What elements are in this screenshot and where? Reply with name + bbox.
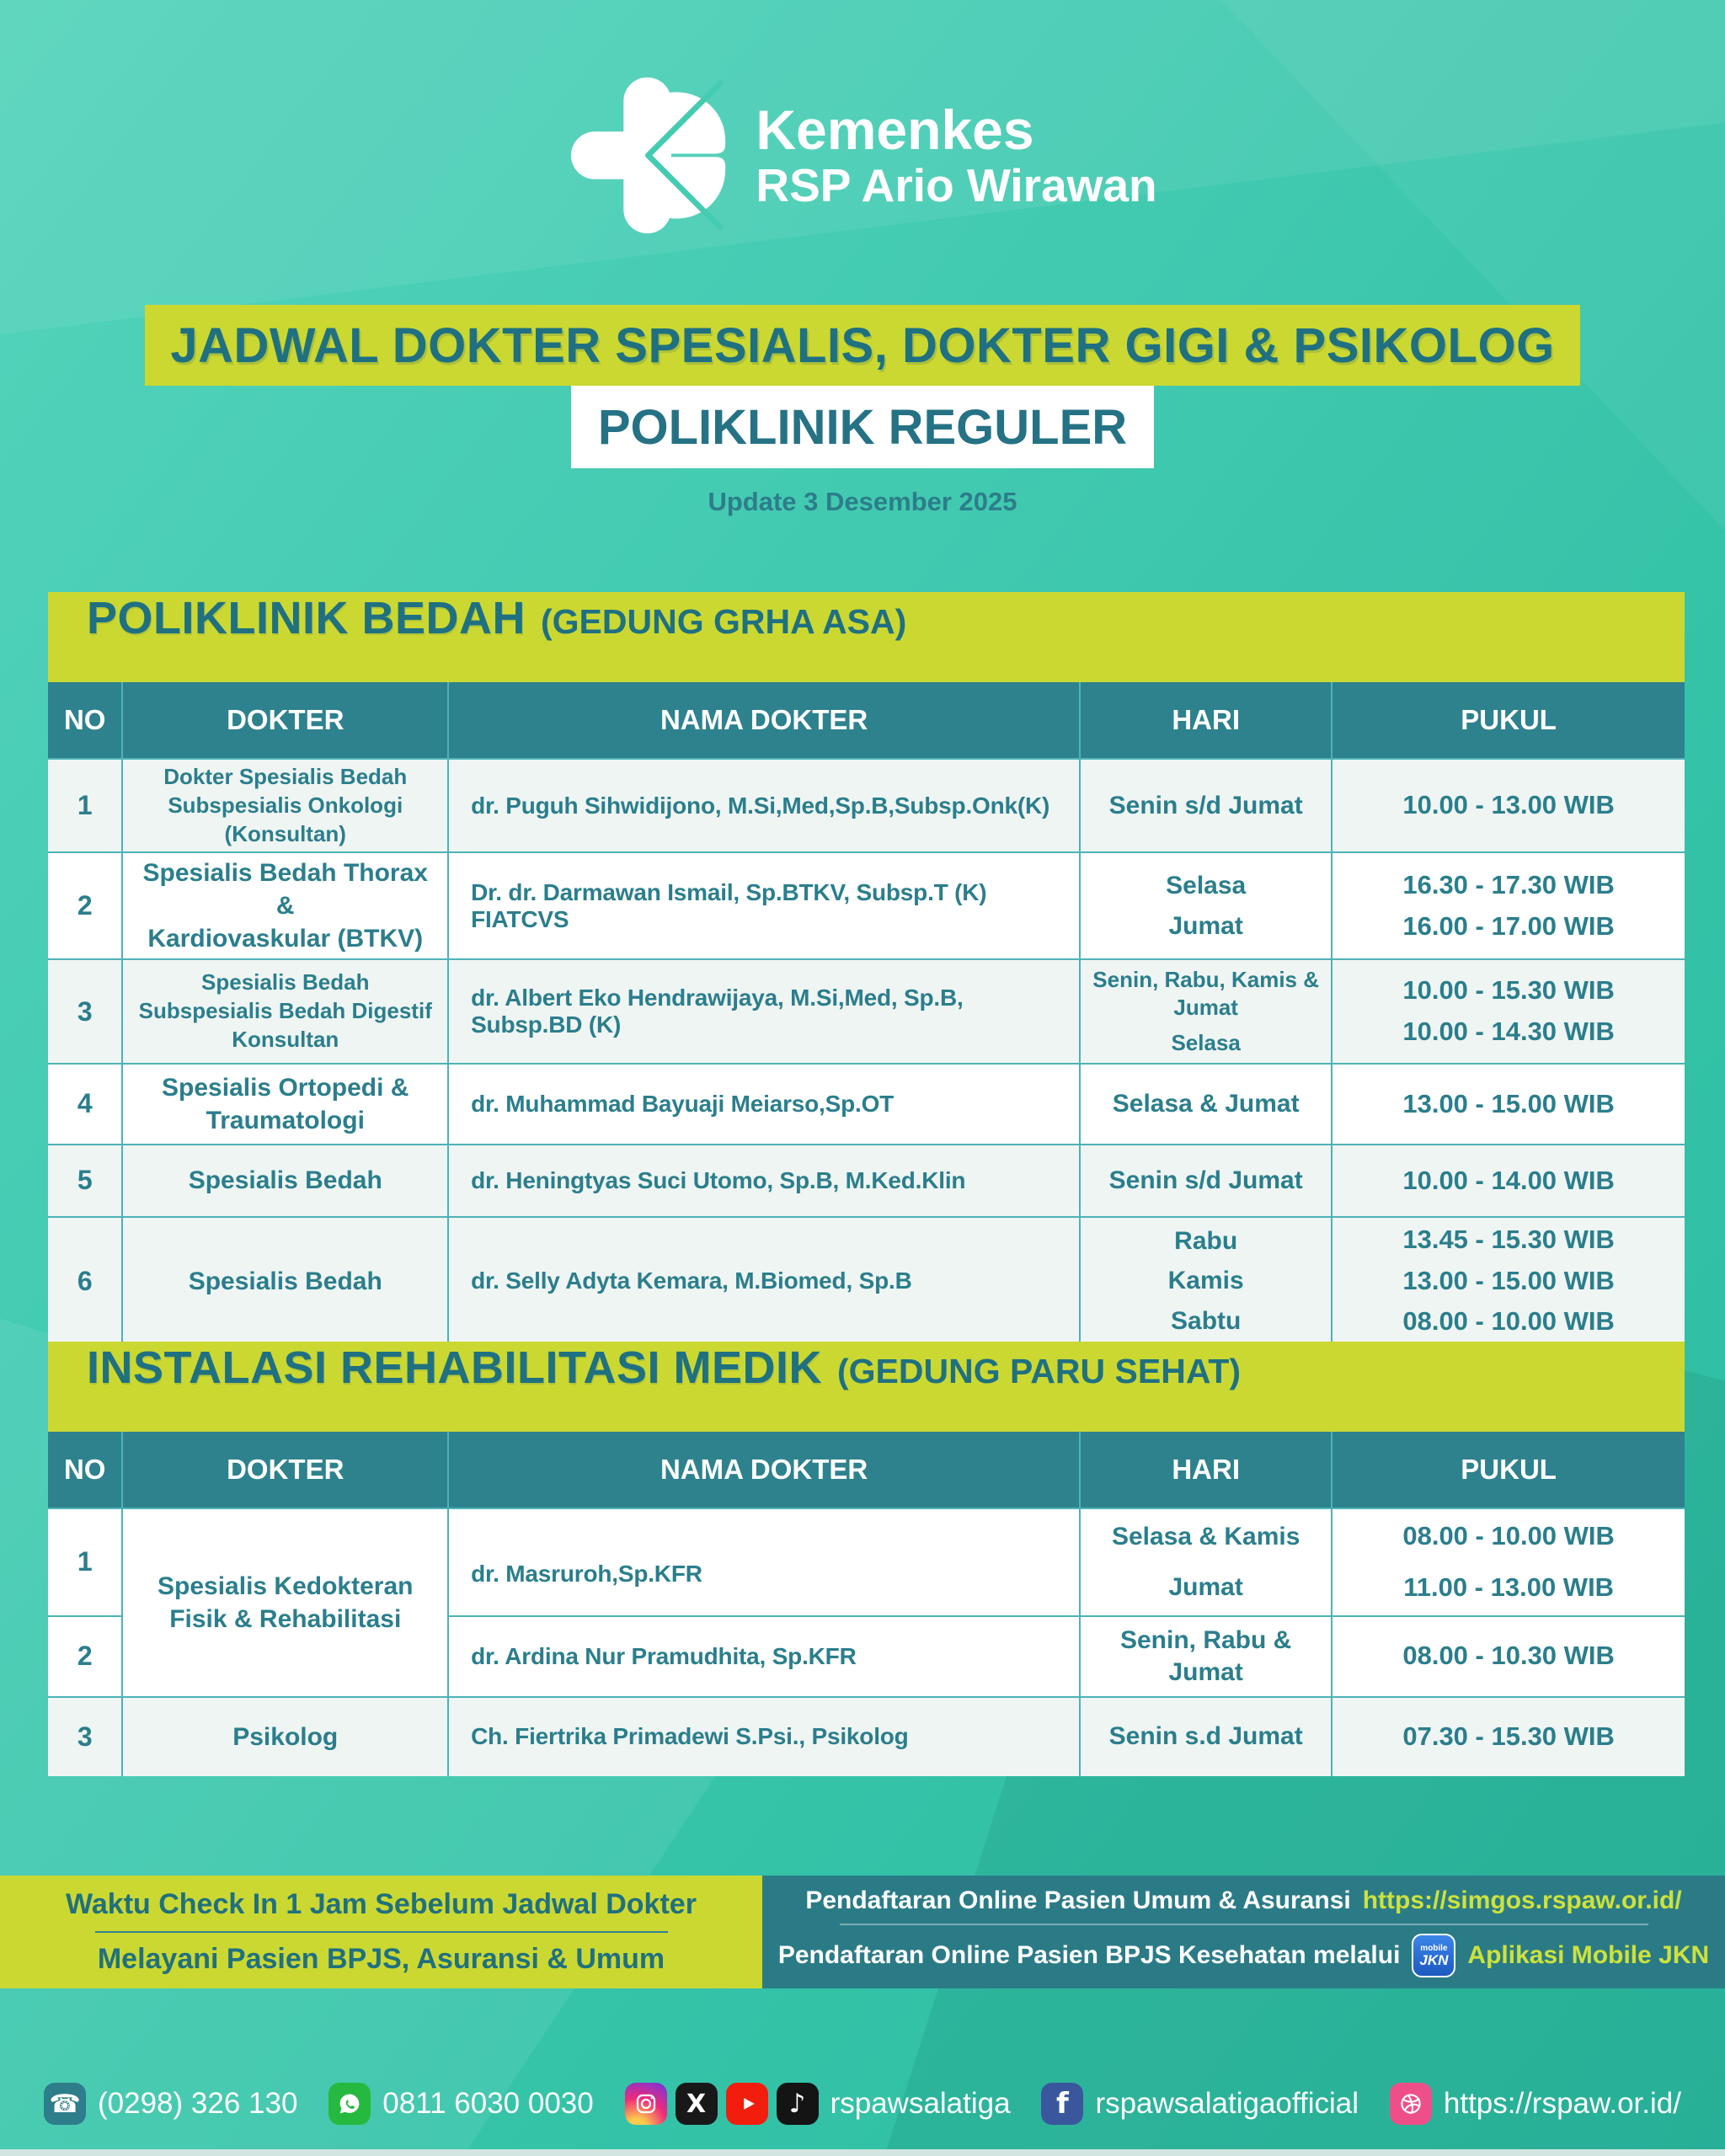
section-poliklinik-bedah [48,592,1685,1344]
youtube-icon[interactable] [726,2083,768,2125]
patient-types-note: Melayani Pasien BPJS, Asuransi & Umum [97,1943,665,1975]
update-date: Update 3 Desember 2025 [708,487,1017,516]
divider [95,1931,668,1933]
col-nama-dokter: NAMA DOKTER [447,1432,1079,1508]
website-contact [1390,2083,1681,2125]
section-heading-banner [48,592,1685,682]
instagram-icon[interactable] [625,2083,667,2125]
telephone-icon: ☎ [44,2083,86,2125]
hospital-name: RSP Ario Wirawan [756,159,1157,212]
phone-number: (0298) 326 130 [98,2087,298,2120]
whatsapp-contact [328,2083,593,2125]
col-dokter: DOKTER [121,682,447,758]
website-url[interactable]: https://rspaw.or.id/ [1443,2087,1681,2120]
checkin-info-box [0,1876,762,1988]
simgos-link[interactable]: https://simgos.rspaw.or.id/ [1362,1886,1682,1914]
table-row: 3 Spesialis Bedah Subspesialis Bedah Digestif Konsultan dr. Albert Eko Hendrawijaya, M.Si,Med, Sp.B, Subsp.BD (K) Senin, Rabu, Kamis & Jumat Selasa 10.00 - 15.30 WIB 10.00 - 14.30 WIB [48,958,1685,1063]
table-row: 2 Spesialis Bedah Thorax & Kardiovaskular (BTKV) Dr. dr. Darmawan Ismail, Sp.BTKV, Subsp.T (K) FIATCVS Selasa Jumat 16.30 - 17.30 WIB 16.00 - 17.00 WIB [48,851,1685,958]
col-no: NO [48,1432,121,1508]
whatsapp-number: 0811 6030 0030 [382,2087,594,2120]
website-globe-icon[interactable] [1390,2083,1432,2125]
table-header-row [48,1432,1685,1508]
col-hari: HARI [1079,682,1331,758]
col-no: NO [48,682,121,758]
table-row: 1 Spesialis Kedokteran Fisik & Rehabilitasi dr. Masruroh,Sp.KFR Selasa & Kamis Jumat 08.00 - 10.00 WIB 11.00 - 13.00 WIB [48,1508,1685,1615]
col-hari: HARI [1079,1432,1331,1508]
section-heading-note: (GEDUNG PARU SEHAT) [837,1352,1242,1390]
facebook-contact [1041,2083,1359,2125]
page-subtitle: POLIKLINIK REGULER [571,386,1154,468]
table-header-row [48,682,1685,758]
kemenkes-logo-icon [568,72,732,241]
table-row: 4 Spesialis Ortopedi & Traumatologi dr. Muhammad Bayuaji Meiarso,Sp.OT Selasa & Jumat 13.00 - 15.00 WIB [48,1063,1685,1144]
table-row: 6 Spesialis Bedah dr. Selly Adyta Kemara, M.Biomed, Sp.B Rabu Kamis Sabtu 13.45 - 15.30 WIB 13.00 - 15.00 WIB 08.00 - 10.00 WIB [48,1216,1685,1344]
col-dokter: DOKTER [121,1432,447,1508]
mobile-jkn-link[interactable]: Aplikasi Mobile JKN [1467,1941,1710,1969]
facebook-icon[interactable]: f [1041,2083,1083,2125]
table-row: 5 Spesialis Bedah dr. Heningtyas Suci Utomo, Sp.B, M.Ked.Klin Senin s/d Jumat 10.00 - 14.00 WIB [48,1144,1685,1216]
checkin-time-note: Waktu Check In 1 Jam Sebelum Jadwal Dokter [66,1888,697,1920]
section-heading-note: (GEDUNG GRHA ASA) [541,602,907,641]
section-rehabilitasi-medik [48,1342,1685,1776]
brand-name: Kemenkes [756,98,1034,161]
schedule-table-bedah [48,682,1685,1344]
section-heading: INSTALASI REHABILITASI MEDIK [87,1342,822,1393]
section-heading: POLIKLINIK BEDAH [87,593,526,643]
mobile-jkn-icon: mobile JKN [1412,1934,1455,1977]
divider [840,1924,1648,1925]
whatsapp-icon[interactable] [328,2083,371,2125]
table-row: 3 Psikolog Ch. Fiertrika Primadewi S.Psi., Psikolog Senin s.d Jumat 07.30 - 15.30 WIB [48,1696,1685,1776]
contact-bar [44,2065,1681,2143]
x-twitter-icon[interactable]: X [676,2083,718,2125]
bpjs-registration-label: Pendaftaran Online Pasien BPJS Kesehatan melalui [777,1941,1401,1969]
schedule-table-rehab [48,1432,1685,1776]
brand-header [0,72,1725,241]
tiktok-icon[interactable]: ♪ [777,2083,819,2125]
col-nama-dokter: NAMA DOKTER [447,682,1079,758]
table-row: 1 Dokter Spesialis Bedah Subspesialis Onkologi (Konsultan) dr. Puguh Sihwidijono, M.Si,Med,Sp.B,Subsp.Onk(K) Senin s/d Jumat 10.00 - 13.00 WIB [48,758,1685,851]
section-heading-banner [48,1342,1685,1432]
social-contact [625,2083,1011,2125]
page-title: JADWAL DOKTER SPESIALIS, DOKTER GIGI & PSIKOLOG [145,305,1580,386]
bottom-edge-strip [0,2149,1725,2156]
social-handle: rspawsalatiga [830,2087,1011,2120]
phone-contact [44,2083,297,2125]
col-pukul: PUKUL [1331,682,1685,758]
facebook-handle: rspawsalatigaofficial [1095,2087,1359,2120]
registration-info-box [762,1876,1725,1988]
table-row: 2 dr. Ardina Nur Pramudhita, Sp.KFR Senin, Rabu & Jumat 08.00 - 10.30 WIB [48,1615,1685,1696]
online-registration-label: Pendaftaran Online Pasien Umum & Asuransi [805,1886,1351,1914]
col-pukul: PUKUL [1331,1432,1685,1508]
